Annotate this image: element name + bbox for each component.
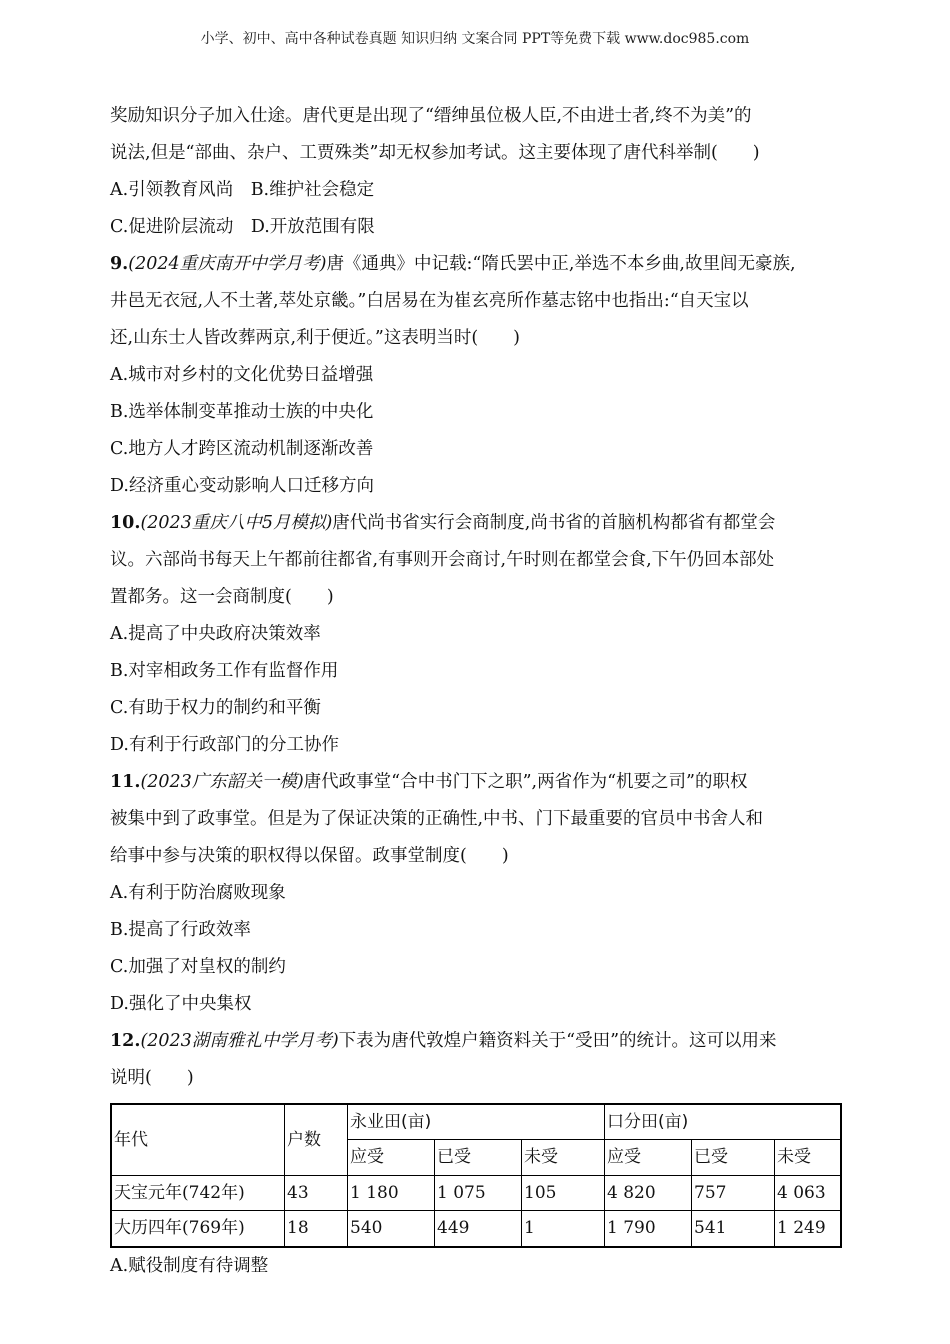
cell-households: 43: [285, 1175, 348, 1210]
q10-option-d: D.有利于行政部门的分工协作: [110, 735, 339, 755]
question-8: [110, 98, 844, 246]
cell-koufen-received: 757: [692, 1175, 775, 1210]
q9-line-1: [110, 246, 844, 283]
cell-era: 大历四年(769年): [111, 1211, 285, 1247]
q9-text-1: 唐《通典》中记载:“隋氏罢中正,举选不本乡曲,故里闾无豪族,: [326, 254, 796, 274]
q11-option-c: C.加强了对皇权的制约: [110, 957, 286, 977]
q12-text-1: 下表为唐代敦煌户籍资料关于“受田”的统计。这可以用来: [338, 1031, 777, 1051]
header-koufen-received: 已受: [692, 1140, 775, 1175]
land-allocation-table: [110, 1103, 842, 1248]
q10-option-c: C.有助于权力的制约和平衡: [110, 698, 321, 718]
q11-number: 11.: [110, 772, 141, 792]
q9-source: (2024重庆南开中学月考): [128, 254, 327, 274]
q11-option-d: D.强化了中央集权: [110, 994, 252, 1014]
table-row: [111, 1175, 841, 1210]
cell-yongye-due: 1 180: [348, 1175, 435, 1210]
header-era: 年代: [111, 1104, 285, 1175]
q11-line-2: 被集中到了政事堂。但是为了保证决策的正确性,中书、门下最重要的官员中书舍人和: [110, 809, 764, 829]
header-yongye-unreceived: 未受: [522, 1140, 605, 1175]
q10-line-1: [110, 505, 844, 542]
q8-options-ab: A.引领教育风尚 B.维护社会稳定: [110, 180, 375, 200]
q11-option-b: B.提高了行政效率: [110, 920, 251, 940]
header-koufen-unreceived: 未受: [775, 1140, 842, 1175]
table-row: [111, 1211, 841, 1247]
header-yongye-group: 永业田(亩): [348, 1104, 605, 1140]
q11-option-a: A.有利于防治腐败现象: [110, 883, 286, 903]
question-10: [110, 505, 844, 764]
q10-source: (2023重庆八中5月模拟): [140, 513, 333, 533]
question-9: [110, 246, 844, 505]
header-yongye-received: 已受: [435, 1140, 522, 1175]
cell-yongye-received: 1 075: [435, 1175, 522, 1210]
q12-line-1: [110, 1023, 844, 1060]
question-11: [110, 764, 844, 1023]
q8-line-1: 奖励知识分子加入仕途。唐代更是出现了“缙绅虽位极人臣,不由进士者,终不为美”的: [110, 106, 752, 126]
q10-number: 10.: [110, 513, 141, 533]
cell-koufen-received: 541: [692, 1211, 775, 1247]
q11-line-1: [110, 764, 844, 801]
q12-line-2: 说明( ): [110, 1068, 194, 1088]
q11-line-3: 给事中参与决策的职权得以保留。政事堂制度( ): [110, 846, 509, 866]
header-koufen-group: 口分田(亩): [605, 1104, 842, 1140]
q11-source: (2023广东韶关一模): [140, 772, 304, 792]
q10-line-3: 置都务。这一会商制度( ): [110, 587, 334, 607]
cell-koufen-due: 1 790: [605, 1211, 692, 1247]
cell-yongye-received: 449: [435, 1211, 522, 1247]
document-body: [110, 98, 844, 1285]
cell-koufen-due: 4 820: [605, 1175, 692, 1210]
cell-koufen-unreceived: 1 249: [775, 1211, 842, 1247]
cell-koufen-unreceived: 4 063: [775, 1175, 842, 1210]
q9-number: 9.: [110, 254, 129, 274]
q12-source: (2023湖南雅礼中学月考): [140, 1031, 339, 1051]
q12-option-a: A.赋役制度有待调整: [110, 1255, 269, 1276]
q10-option-a: A.提高了中央政府决策效率: [110, 624, 321, 644]
q8-line-2: 说法,但是“部曲、杂户、工贾殊类”却无权参加考试。这主要体现了唐代科举制( ): [110, 143, 760, 163]
q9-option-a: A.城市对乡村的文化优势日益增强: [110, 365, 374, 385]
question-12: [110, 1023, 844, 1285]
q8-options-cd: C.促进阶层流动 D.开放范围有限: [110, 217, 375, 237]
page-header: 小学、初中、高中各种试卷真题 知识归纳 文案合同 PPT等免费下载 www.doc985.com: [200, 31, 750, 47]
header-households: 户数: [285, 1104, 348, 1175]
q10-line-2: 议。六部尚书每天上午都前往都省,有事则开会商讨,午时则在都堂会食,下午仍回本部处: [110, 550, 775, 570]
q9-option-d: D.经济重心变动影响人口迁移方向: [110, 476, 374, 496]
cell-yongye-unreceived: 1: [522, 1211, 605, 1247]
cell-yongye-due: 540: [348, 1211, 435, 1247]
table-header-row: [111, 1104, 841, 1140]
cell-yongye-unreceived: 105: [522, 1175, 605, 1210]
q9-option-b: B.选举体制变革推动士族的中央化: [110, 402, 374, 422]
q10-option-b: B.对宰相政务工作有监督作用: [110, 661, 339, 681]
q12-number: 12.: [110, 1031, 141, 1051]
header-yongye-due: 应受: [348, 1140, 435, 1175]
cell-era: 天宝元年(742年): [111, 1175, 285, 1210]
q9-option-c: C.地方人才跨区流动机制逐渐改善: [110, 439, 374, 459]
q11-text-1: 唐代政事堂“合中书门下之职”,两省作为“机要之司”的职权: [303, 772, 748, 792]
q9-line-2: 井邑无衣冠,人不土著,萃处京畿。”白居易在为崔玄亮所作墓志铭中也指出:“自天宝以: [110, 291, 749, 311]
header-koufen-due: 应受: [605, 1140, 692, 1175]
q10-text-1: 唐代尚书省实行会商制度,尚书省的首脑机构都省有都堂会: [332, 513, 776, 533]
cell-households: 18: [285, 1211, 348, 1247]
q9-line-3: 还,山东士人皆改葬两京,利于便近。”这表明当时( ): [110, 328, 520, 348]
